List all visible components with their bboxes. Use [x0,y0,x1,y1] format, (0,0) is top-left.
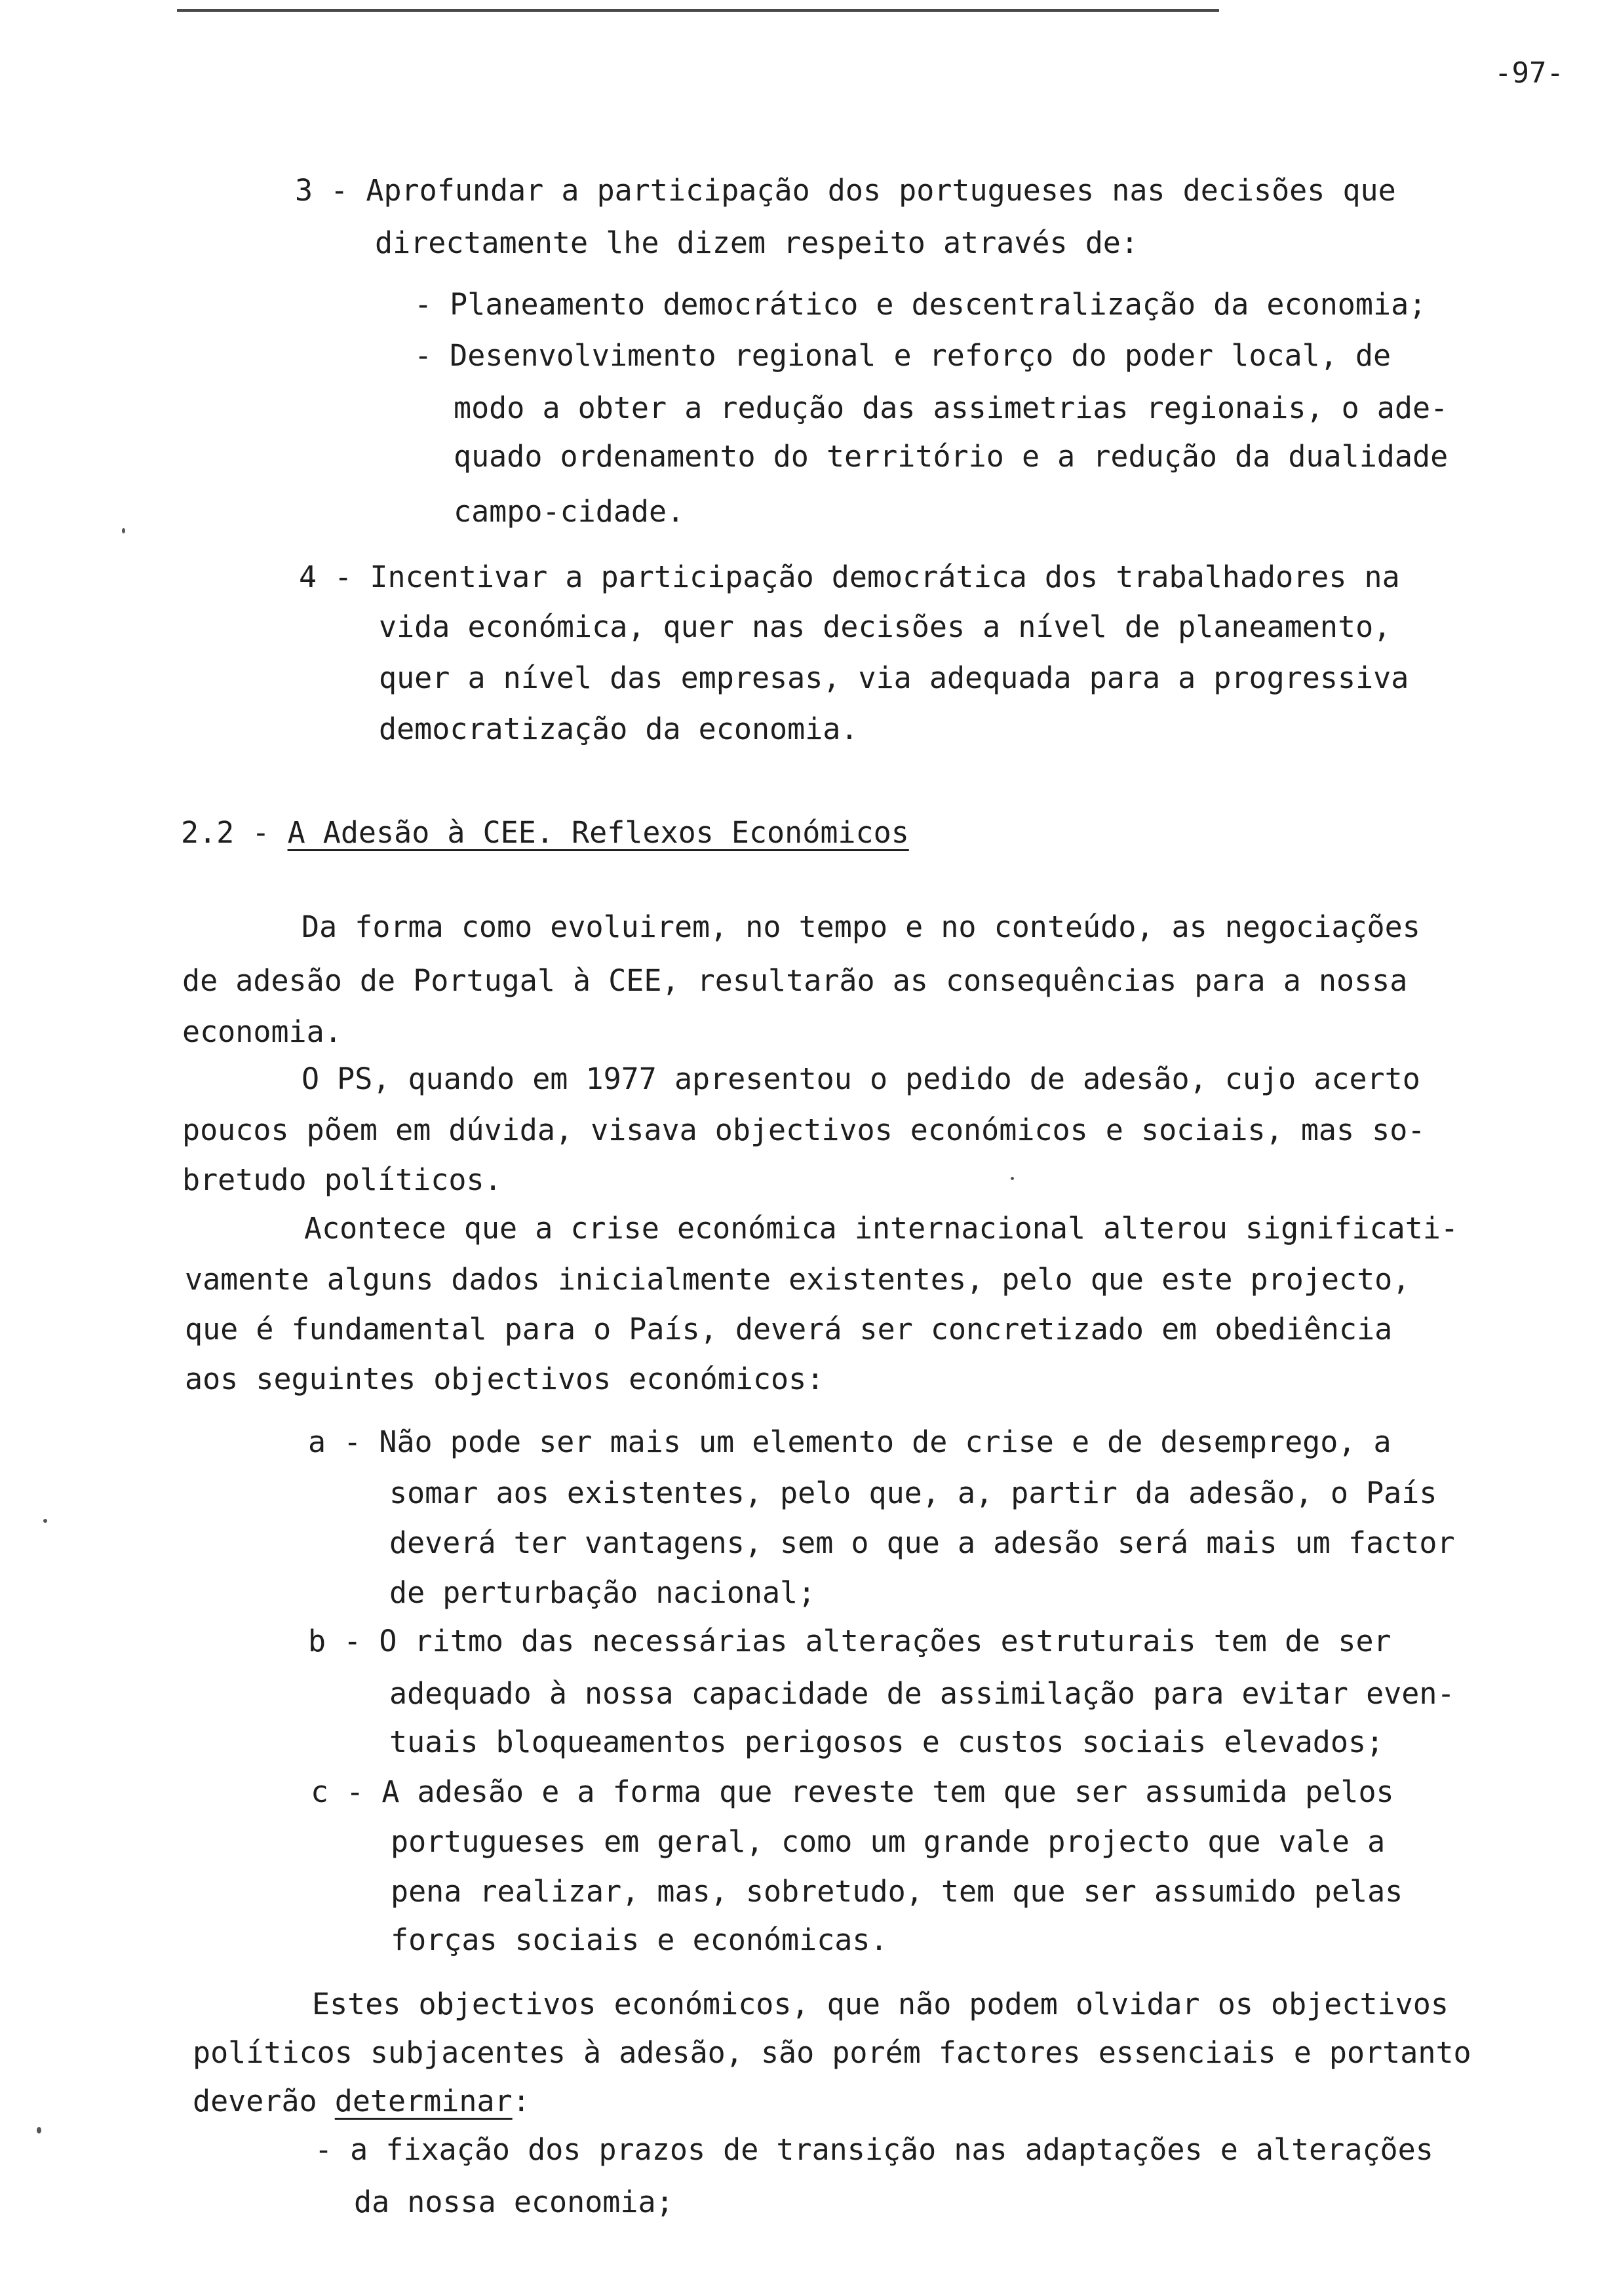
closing-paragraph-prefix: deverão [193,2084,335,2118]
closing-paragraph-line-3 [193,2078,530,2124]
scan-speck [37,2127,41,2133]
closing-paragraph-suffix: : [512,2084,530,2118]
item-3-subitem-2-line-1: - Desenvolvimento regional e reforço do poder local, de [414,338,1391,373]
scan-speck [122,528,125,533]
item-4-line-2: vida económica, quer nas decisões a nível de planeamento, [379,609,1391,644]
objective-a-line-1: a - Não pode ser mais um elemento de crise e de desemprego, a [308,1425,1391,1459]
item-4-line-1: 4 - Incentivar a participação democrática dos trabalhadores na [299,560,1400,594]
paragraph-2-line-3: bretudo políticos. [182,1162,502,1197]
paragraph-1-line-2: de adesão de Portugal à CEE, resultarão as consequências para a nossa [182,963,1408,998]
section-title: A Adesão à CEE. Reflexos Económicos [287,815,909,850]
item-3-subitem-2-line-3: quado ordenamento do território e a redução da dualidade [454,439,1449,474]
closing-paragraph-line-2: políticos subjacentes à adesão, são porém factores essenciais e portanto [193,2035,1471,2070]
paragraph-3-line-2: vamente alguns dados inicialmente existentes, pelo que este projecto, [185,1262,1411,1297]
item-3-line-2: directamente lhe dizem respeito através de: [375,225,1138,260]
paragraph-1-line-3: economia. [182,1014,342,1049]
determination-1-line-1: - a fixação dos prazos de transição nas adaptações e alterações [315,2132,1433,2167]
objective-a-line-4: de perturbação nacional; [389,1575,816,1610]
paragraph-1-line-1: Da forma como evoluirem, no tempo e no conteúdo, as negociações [302,909,1420,944]
page-number: -97- [1494,56,1564,90]
top-rule [177,9,1219,12]
closing-paragraph-line-1: Estes objectivos económicos, que não podem olvidar os objectivos [312,1987,1449,2021]
item-4-line-3: quer a nível das empresas, via adequada para a progressiva [379,660,1409,695]
section-heading [181,810,909,856]
paragraph-3-line-3: que é fundamental para o País, deverá ser concretizado em obediência [185,1312,1393,1347]
paragraph-2-line-1: O PS, quando em 1977 apresentou o pedido de adesão, cujo acerto [302,1062,1420,1096]
objective-c-line-1: c - A adesão e a forma que reveste tem que ser assumida pelos [311,1774,1394,1809]
paragraph-3-line-1: Acontece que a crise económica internacional alterou significati- [304,1211,1458,1246]
paragraph-2-line-2: poucos põem em dúvida, visava objectivos económicos e sociais, mas so- [182,1113,1426,1147]
closing-paragraph-underlined-word: determinar [334,2084,513,2118]
scan-speck [1011,1177,1014,1180]
determination-1-line-2: da nossa economia; [354,2185,674,2219]
item-3-subitem-2-line-2: modo a obter a redução das assimetrias regionais, o ade- [454,391,1449,425]
objective-a-line-2: somar aos existentes, pelo que, a, partir da adesão, o País [389,1476,1437,1510]
paragraph-3-line-4: aos seguintes objectivos económicos: [185,1362,825,1396]
section-number: 2.2 - [181,815,288,850]
objective-c-line-4: forças sociais e económicas. [391,1923,888,1957]
objective-b-line-2: adequado à nossa capacidade de assimilação para evitar even- [389,1676,1455,1711]
item-3-subitem-1-line-1: - Planeamento democrático e descentralização da economia; [414,287,1427,322]
item-3-subitem-2-line-4: campo-cidade. [454,494,685,529]
objective-b-line-3: tuais bloqueamentos perigosos e custos sociais elevados; [389,1725,1384,1759]
objective-c-line-2: portugueses em geral, como um grande projecto que vale a [391,1824,1386,1859]
objective-a-line-3: deverá ter vantagens, sem o que a adesão será mais um factor [389,1525,1455,1560]
scan-speck [43,1519,47,1523]
item-4-line-4: democratização da economia. [379,712,859,746]
objective-c-line-3: pena realizar, mas, sobretudo, tem que ser assumido pelas [391,1874,1403,1909]
objective-b-line-1: b - O ritmo das necessárias alterações estruturais tem de ser [308,1624,1391,1658]
item-3-line-1: 3 - Aprofundar a participação dos portugueses nas decisões que [295,173,1396,208]
